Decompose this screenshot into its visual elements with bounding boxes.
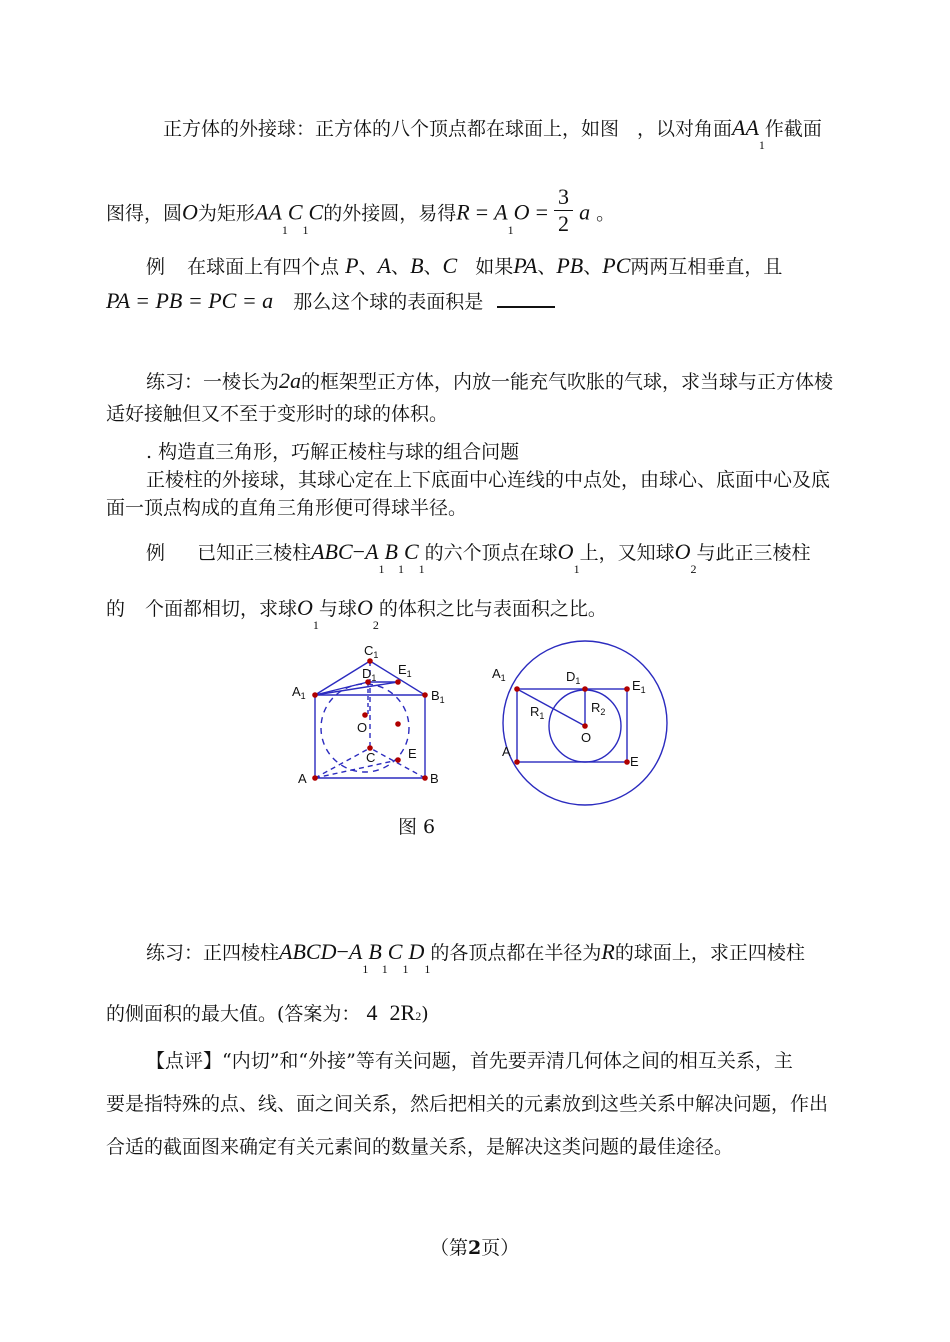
cross-section-points [514, 686, 630, 765]
math-O: O [356, 595, 373, 620]
text: 页） [481, 1237, 520, 1259]
comment-line2 [106, 1092, 828, 1116]
edge [315, 760, 398, 778]
subscript: 1 [381, 962, 388, 976]
math-C: C [403, 539, 419, 564]
subscript: 1 [418, 562, 425, 576]
point-E1 [624, 686, 630, 692]
equals: = [475, 199, 489, 225]
text: 个面都相切，求球 [145, 598, 298, 620]
equals: = [535, 199, 548, 225]
minus: − [336, 939, 349, 964]
text: 练习：正四棱柱 [146, 942, 280, 964]
text: （第 [430, 1237, 469, 1259]
text: . 构造直三角形，巧解正棱柱与球的组合问题 [146, 441, 520, 463]
text: 两两互相垂直，且 [630, 256, 783, 278]
math-O: O [297, 595, 313, 620]
answer-2R: 2R [389, 1000, 416, 1025]
point-mid [395, 721, 401, 727]
text: 为矩形 [197, 202, 255, 225]
text: 的外接圆，易得 [323, 202, 457, 225]
label-R2: $R_2$ [591, 700, 606, 717]
point-O [362, 712, 368, 718]
math-O: O [674, 539, 691, 564]
section-body-line1 [146, 468, 830, 492]
text: 的体积之比与表面积之比。 [378, 598, 607, 620]
edge [370, 748, 425, 778]
text: 的框架型正方体，内放一能充气吹胀的气球，求当球与正方体棱 [301, 371, 834, 393]
text: 适好接触但又不至于变形时的球的体积。 [106, 403, 449, 425]
text: 那么这个球的表面积是 [293, 291, 484, 313]
text: 的球面上，求正四棱柱 [614, 942, 805, 964]
example-four-points-line1 [146, 254, 782, 279]
math-O: O [182, 199, 198, 225]
practice-square-prism-line2 [106, 1001, 429, 1028]
example-label: 例 [146, 256, 166, 278]
point-A1 [514, 686, 520, 692]
math-P: P [345, 253, 359, 278]
sep: 、 [423, 256, 443, 278]
sep: 、 [391, 256, 411, 278]
fraction-numerator: 3 [558, 184, 570, 209]
subscript: 1 [362, 962, 369, 976]
math-O: O [557, 539, 574, 564]
edge [315, 748, 370, 778]
subscript: 2 [372, 618, 379, 632]
label-D1: $D_1$ [566, 669, 581, 686]
text: 图 6 [398, 816, 436, 838]
page-footer [430, 1236, 519, 1260]
math-C: C [308, 199, 324, 225]
subscript: 1 [424, 962, 431, 976]
para-cube-circumsphere-line1 [163, 115, 822, 152]
math-A: A [348, 939, 363, 964]
subscript: 1 [758, 138, 765, 152]
subscript: 1 [281, 222, 288, 237]
answer-blank [497, 290, 555, 308]
math-equation: PA = PB = PC = a [106, 288, 274, 313]
math-O: O [513, 199, 530, 225]
label-A1: $A_1$ [492, 666, 506, 683]
sep: 、 [537, 256, 557, 278]
label-A1: $A_1$ [292, 684, 306, 701]
math-C: C [442, 253, 458, 278]
point-A [514, 759, 520, 765]
text: 在球面上有四个点 [187, 256, 340, 278]
text: 作截面 [764, 118, 822, 140]
point-E [624, 759, 630, 765]
text: 的 [106, 598, 126, 620]
text: 已知正三棱柱 [197, 542, 312, 564]
text: 正方体的外接球：正方体的八个顶点都在球面上，如图 [163, 118, 620, 140]
section-heading [146, 440, 519, 464]
math-PB: PB [556, 253, 584, 278]
example-four-points-line2 [106, 289, 555, 314]
label-E1: $E_1$ [398, 662, 412, 679]
math-AA: AA [732, 115, 759, 140]
subscript: 1 [397, 562, 404, 576]
comment-line3 [106, 1135, 733, 1159]
section-body-line2 [106, 496, 467, 520]
sep: 、 [358, 256, 378, 278]
math-PA: PA [513, 253, 538, 278]
math-PC: PC [602, 253, 631, 278]
text: 。 [596, 202, 616, 225]
cross-section-diagram [503, 641, 667, 805]
math-ABC: ABC [311, 539, 353, 564]
label-A: A [298, 771, 307, 786]
figure-caption [398, 815, 435, 839]
point-A [312, 775, 318, 781]
label-C: C [366, 750, 376, 765]
point-E [395, 757, 401, 763]
example-label: 例 [146, 542, 166, 564]
label-R1: $R_1$ [530, 704, 545, 721]
text: 与球 [318, 598, 357, 620]
math-R: R [601, 939, 615, 964]
math-a: a [579, 199, 591, 225]
text: 正棱柱的外接球，其球心定在上下底面中心连线的中点处，由球心、底面中心及底 [146, 469, 831, 491]
text: 的六个顶点在球 [424, 542, 558, 564]
sep: 、 [583, 256, 603, 278]
math-B: B [368, 939, 382, 964]
label-B: B [430, 771, 439, 786]
answer-4: 4 [366, 1000, 378, 1025]
practice-frame-cube-line2 [106, 402, 448, 426]
subscript: 1 [302, 222, 309, 237]
math-B: B [410, 253, 424, 278]
text: 的侧面积的最大值。(答案为： [106, 1003, 361, 1025]
text: 的各顶点都在半径为 [430, 942, 602, 964]
fraction-denominator: 2 [554, 210, 573, 237]
subscript: 1 [312, 618, 319, 632]
text: 【点评】“内切”和“外接”等有关问题，首先要弄清几何体之间的相互关系，主 [146, 1050, 793, 1072]
text: 如果 [475, 256, 514, 278]
math-R: R [456, 199, 470, 225]
page-number: 2 [468, 1237, 482, 1259]
label-E: E [408, 746, 417, 761]
para-cube-circumsphere-line2 [106, 184, 616, 241]
fraction [554, 184, 573, 237]
edge [315, 682, 398, 695]
label-B1: $B_1$ [431, 688, 445, 705]
point-A1 [312, 692, 318, 698]
subscript: 1 [573, 562, 580, 576]
point-B [422, 775, 428, 781]
math-A: A [377, 253, 392, 278]
exponent: 2 [415, 1009, 422, 1023]
math-2a: 2a [279, 368, 302, 393]
text: 图得，圆 [106, 202, 183, 225]
label-O: O [581, 730, 592, 745]
text: 与此正三棱柱 [696, 542, 811, 564]
math-A: A [494, 199, 508, 225]
math-AA: AA [254, 199, 282, 225]
point-O [582, 723, 588, 729]
math-A: A [365, 539, 379, 564]
minus: − [352, 539, 366, 564]
text: 上，又知球 [579, 542, 675, 564]
label-O: O [357, 720, 368, 735]
practice-frame-cube-line1 [146, 369, 833, 394]
math-ABCD: ABCD [279, 939, 337, 964]
math-D: D [408, 939, 425, 964]
label-E: E [630, 754, 639, 769]
subscript: 1 [378, 562, 385, 576]
example-prism-line2 [106, 595, 607, 632]
practice-square-prism-line1 [146, 939, 805, 976]
point-C1 [367, 658, 373, 664]
comment-line1 [146, 1049, 793, 1073]
math-C: C [287, 199, 303, 225]
point-B1 [422, 692, 428, 698]
label-E1: $E_1$ [632, 678, 646, 695]
label-A: A [502, 744, 511, 759]
point-E1 [395, 679, 401, 685]
radius-R1 [517, 689, 585, 726]
text: ，以对角面 [637, 118, 733, 140]
subscript: 1 [402, 962, 409, 976]
text: 练习：一棱长为 [146, 371, 280, 393]
figure-6 [280, 638, 700, 818]
text: 合适的截面图来确定有关元素间的数量关系，是解决这类问题的最佳途径。 [106, 1136, 734, 1158]
text: 要是指特殊的点、线、面之间关系，然后把相关的元素放到这些关系中解决问题，作出 [106, 1093, 829, 1115]
label-D1: $D_1$ [362, 666, 377, 683]
text: ) [421, 1003, 429, 1025]
example-prism-line1 [146, 539, 811, 576]
math-C: C [387, 939, 403, 964]
subscript: 1 [507, 222, 514, 237]
label-C1: $C_1$ [364, 643, 379, 660]
point-D1 [582, 686, 588, 692]
subscript: 2 [690, 562, 697, 576]
math-B: B [384, 539, 398, 564]
text: 面一顶点构成的直角三角形便可得球半径。 [106, 497, 468, 519]
